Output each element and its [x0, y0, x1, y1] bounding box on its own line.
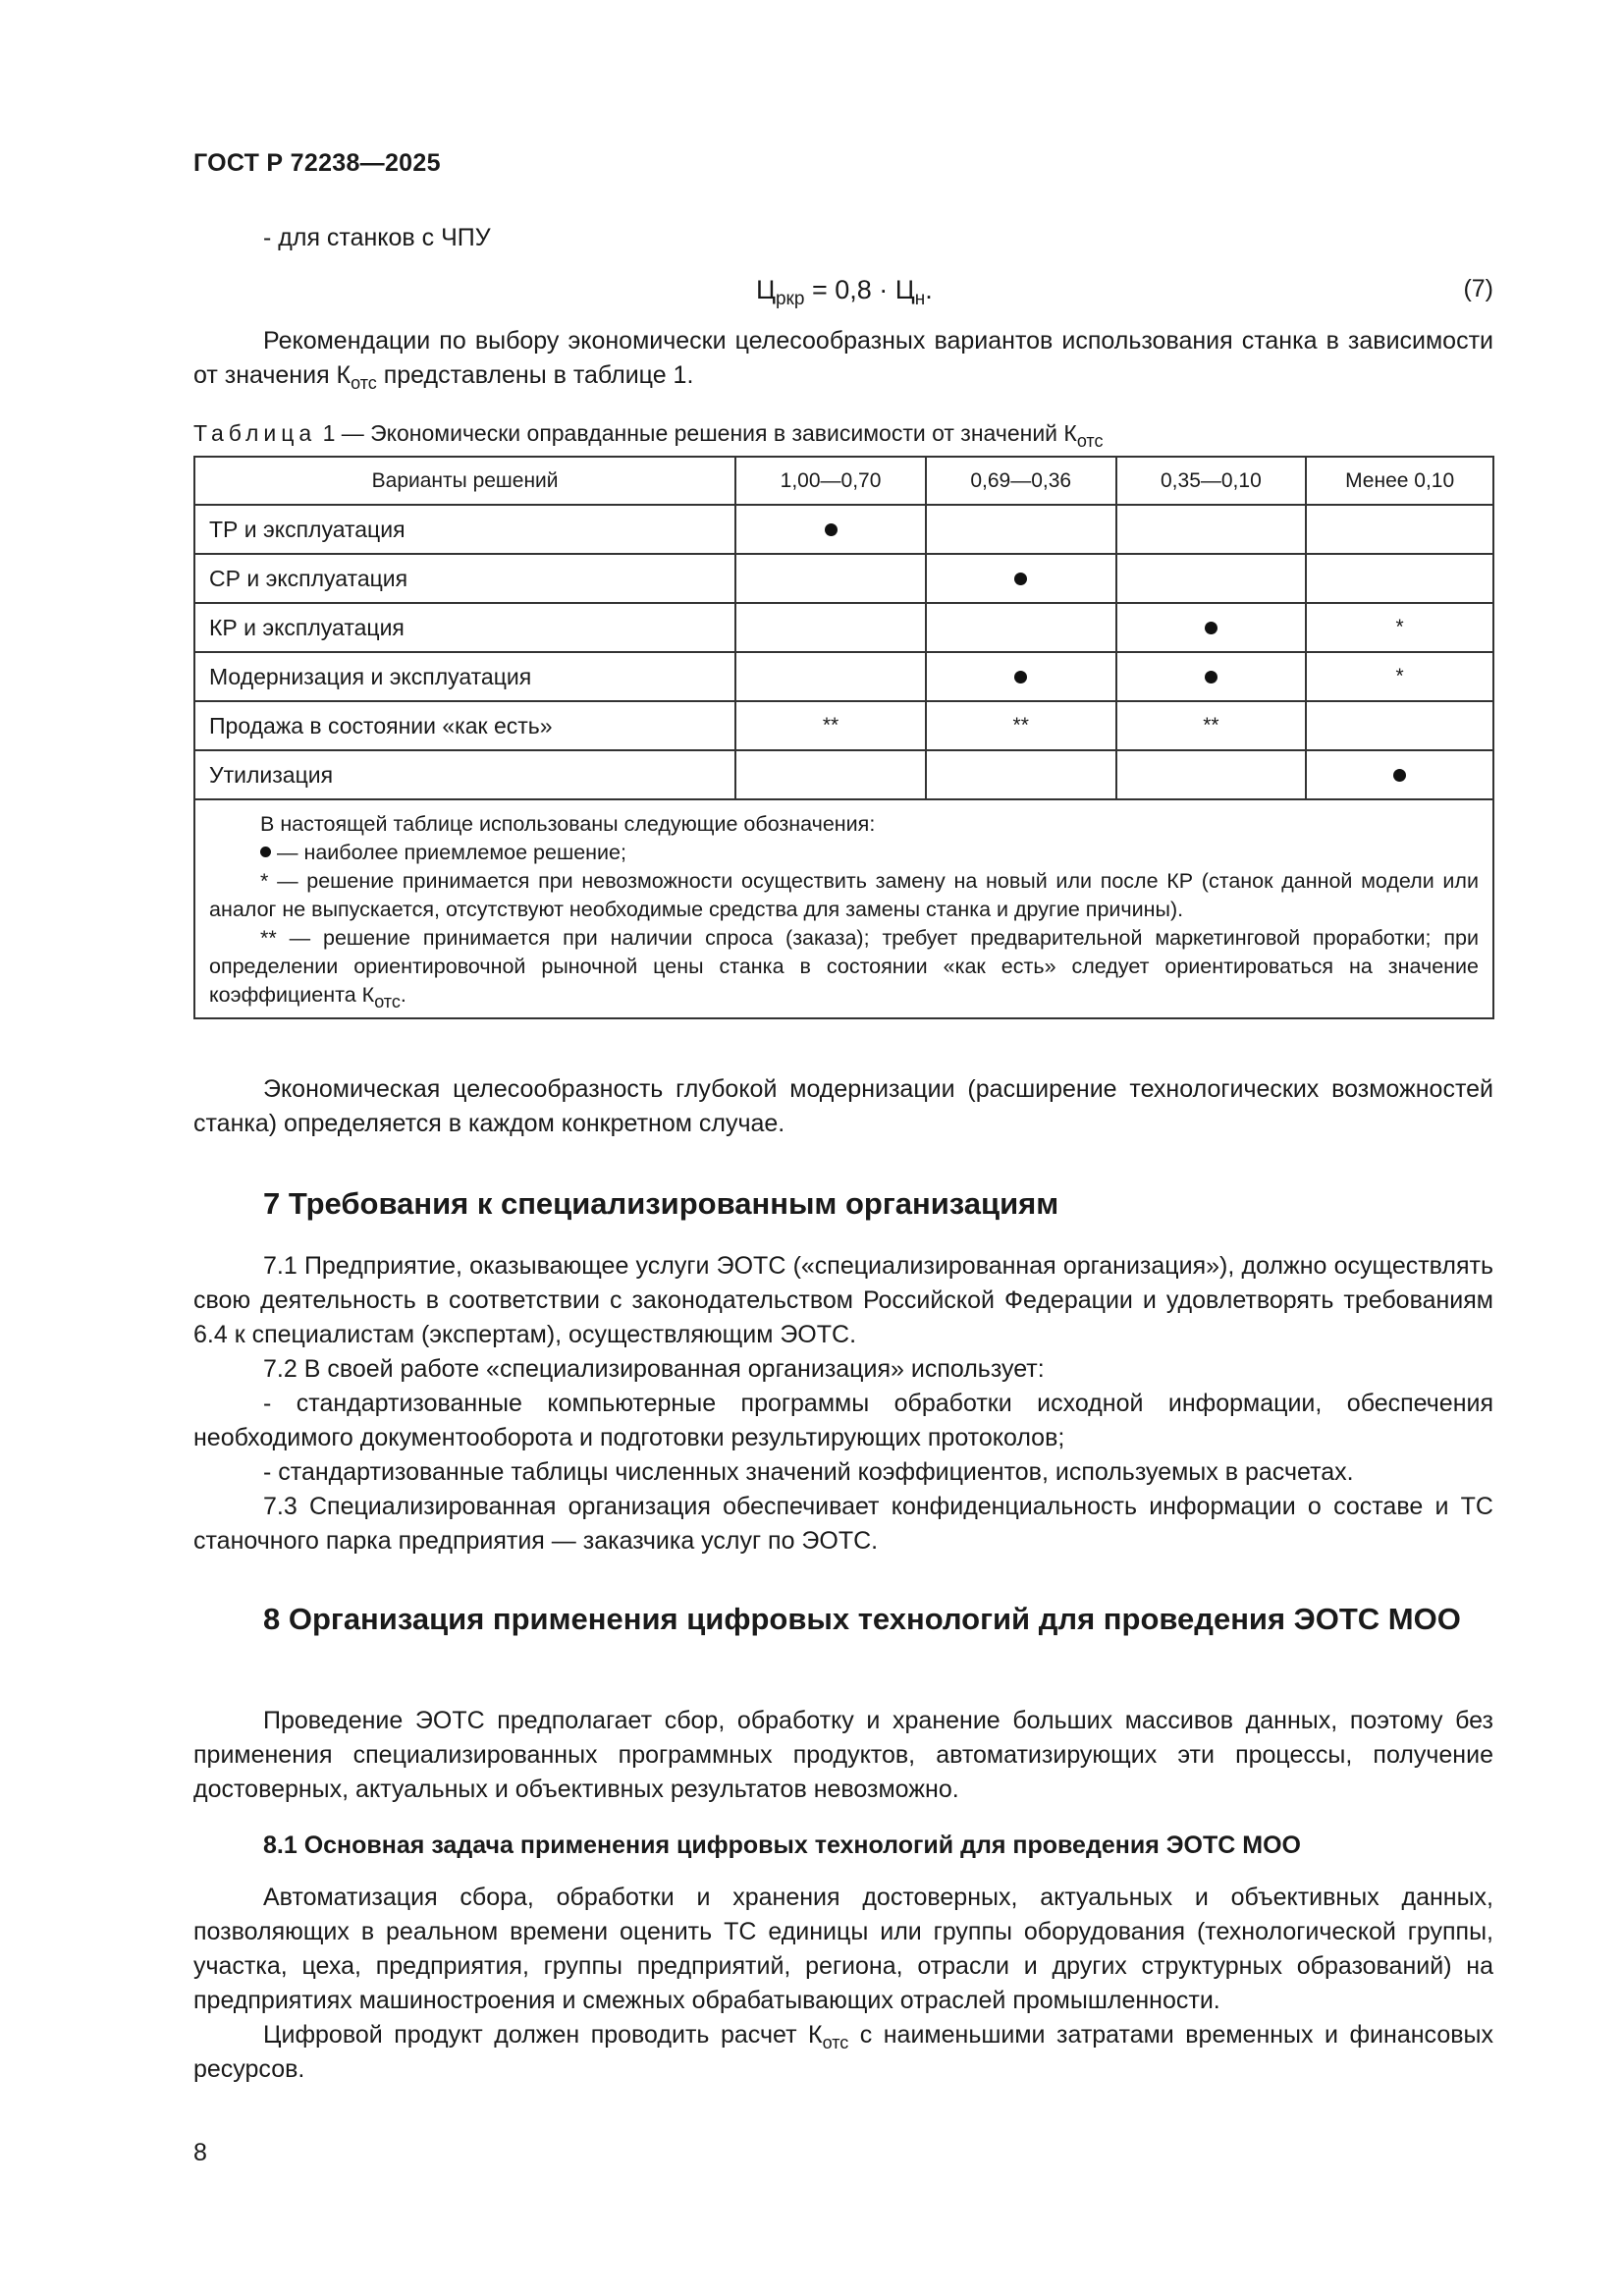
cell-mark	[926, 652, 1116, 701]
table-notes	[194, 799, 1493, 1018]
page-number: 8	[193, 2139, 207, 2166]
cell-mark: *	[1306, 652, 1493, 701]
filled-dot-icon	[1014, 573, 1027, 585]
cell-mark	[926, 750, 1116, 799]
table-row	[194, 554, 1493, 603]
cell-mark	[1306, 554, 1493, 603]
cell-mark	[735, 652, 926, 701]
cell-mark	[1116, 505, 1307, 554]
table-row	[194, 505, 1493, 554]
table-notes-row	[194, 799, 1493, 1018]
table-row	[194, 603, 1493, 652]
note-star: * — решение принимается при невозможности осуществить замену на новый или после КР (станок данной модели или аналог не выпускается, отсутствуют необходимые средства для замены станка и другие причины).	[209, 869, 1479, 921]
cell-mark	[1306, 750, 1493, 799]
formula-7: $Ц_{ркр} = 0,8 \cdot Ц_н$.	[756, 275, 933, 309]
cell-mark	[1116, 652, 1307, 701]
section-8-intro: Проведение ЭОТС предполагает сбор, обработку и хранение больших массивов данных, поэтому без применения специализированных программных продуктов, автоматизирующих эти процессы, получение достоверных, актуальных и объективных результатов невозможно.	[193, 1707, 1493, 1803]
formula-number: (7)	[1463, 275, 1493, 302]
cell-mark	[1306, 505, 1493, 554]
cell-mark: *	[1306, 603, 1493, 652]
filled-dot-icon	[1205, 671, 1217, 683]
cell-mark	[735, 750, 926, 799]
cell-mark	[926, 603, 1116, 652]
after-table-paragraph: Экономическая целесообразность глубокой модернизации (расширение технологических возможностей станка) определяется в каждом конкретном случае.	[193, 1075, 1493, 1137]
section-7-2: 7.2 В своей работе «специализированная организация» использует:	[263, 1355, 1045, 1383]
cell-mark	[735, 505, 926, 554]
section-8-title: 8 Организация применения цифровых технологий для проведения ЭОТС МОО	[263, 1602, 1461, 1636]
section-7-1: 7.1 Предприятие, оказывающее услуги ЭОТС («специализированная организация»), должно осуществлять свою деятельность в соответствии с законодательством Российской Федерации и удовлетворять требованиям 6.4 к специалистам (экспертам), осуществляющим ЭОТС.	[193, 1252, 1493, 1348]
row-label: СР и эксплуатация	[194, 554, 735, 603]
cell-mark	[735, 554, 926, 603]
cell-mark	[1116, 603, 1307, 652]
cell-mark	[735, 603, 926, 652]
header-variants: Варианты решений	[194, 457, 735, 505]
filled-dot-icon	[825, 523, 838, 536]
cell-mark	[926, 554, 1116, 603]
cell-mark	[1306, 701, 1493, 750]
filled-dot-icon	[1393, 769, 1406, 782]
header-range-3: 0,35—0,10	[1116, 457, 1307, 505]
cell-mark: **	[1116, 701, 1307, 750]
table-row	[194, 701, 1493, 750]
filled-dot-icon	[1205, 622, 1217, 634]
cell-mark	[926, 505, 1116, 554]
section-8-1-title: 8.1 Основная задача применения цифровых технологий для проведения ЭОТС МОО	[263, 1831, 1301, 1859]
row-label: ТР и эксплуатация	[194, 505, 735, 554]
header-range-2: 0,69—0,36	[926, 457, 1116, 505]
table-row	[194, 652, 1493, 701]
row-label: Продажа в состоянии «как есть»	[194, 701, 735, 750]
cnc-line: - для станков с ЧПУ	[263, 224, 491, 251]
row-label: КР и эксплуатация	[194, 603, 735, 652]
solutions-table	[193, 456, 1494, 1019]
note-double-star: ** — решение принимается при наличии спроса (заказа); требует предварительной маркетинговой проработки; при определении ориентировочной рыночной цены станка в состоянии «как есть» следует ориентироваться на значение коэффициента $К_{отс}$.	[209, 926, 1479, 1011]
section-8-1-digital: Цифровой продукт должен проводить расчет $К_{отс}$ с наименьшими затратами временных и финансовых ресурсов.	[193, 2021, 1493, 2083]
notes-intro: В настоящей таблице использованы следующие обозначения:	[260, 812, 876, 836]
note-dot: — наиболее приемлемое решение;	[209, 839, 1479, 867]
section-7-title: 7 Требования к специализированным организациям	[263, 1186, 1059, 1221]
cell-mark: **	[735, 701, 926, 750]
row-label: Модернизация и эксплуатация	[194, 652, 735, 701]
table-row	[194, 750, 1493, 799]
section-8-1-paragraph: Автоматизация сбора, обработки и хранения достоверных, актуальных и объективных данных, позволяющих в реальном времени оценить ТС единицы или группы оборудования (технологической группы, участка, цеха, предприятия, группы предприятий, региона, отрасли и других структурных образований) на предприятиях машиностроения и смежных обрабатывающих отраслей промышленности.	[193, 1884, 1493, 2014]
table-header-row	[194, 457, 1493, 505]
section-7-2-item-2: - стандартизованные таблицы численных значений коэффициентов, используемых в расчетах.	[263, 1458, 1354, 1486]
cell-mark: **	[926, 701, 1116, 750]
recommendation-paragraph: Рекомендации по выбору экономически целесообразных вариантов использования станка в зависимости от значения $К_{отс}$ представлены в таблице 1.	[193, 327, 1493, 393]
cell-mark	[1116, 750, 1307, 799]
table-caption: Таблица 1 — Экономически оправданные решения в зависимости от значений $К_{отс}$	[193, 420, 1104, 451]
section-7-3: 7.3 Специализированная организация обеспечивает конфиденциальность информации о составе и ТС станочного парка предприятия — заказчика услуг по ЭОТС.	[193, 1493, 1493, 1555]
filled-dot-icon	[1014, 671, 1027, 683]
standard-header: ГОСТ Р 72238—2025	[193, 149, 441, 177]
section-7-2-item-1: - стандартизованные компьютерные программы обработки исходной информации, обеспечения необходимого документооборота и подготовки результирующих протоколов;	[193, 1390, 1493, 1451]
header-range-1: 1,00—0,70	[735, 457, 926, 505]
cell-mark	[1116, 554, 1307, 603]
bullet-dot-icon	[260, 847, 271, 857]
row-label: Утилизация	[194, 750, 735, 799]
header-range-4: Менее 0,10	[1306, 457, 1493, 505]
